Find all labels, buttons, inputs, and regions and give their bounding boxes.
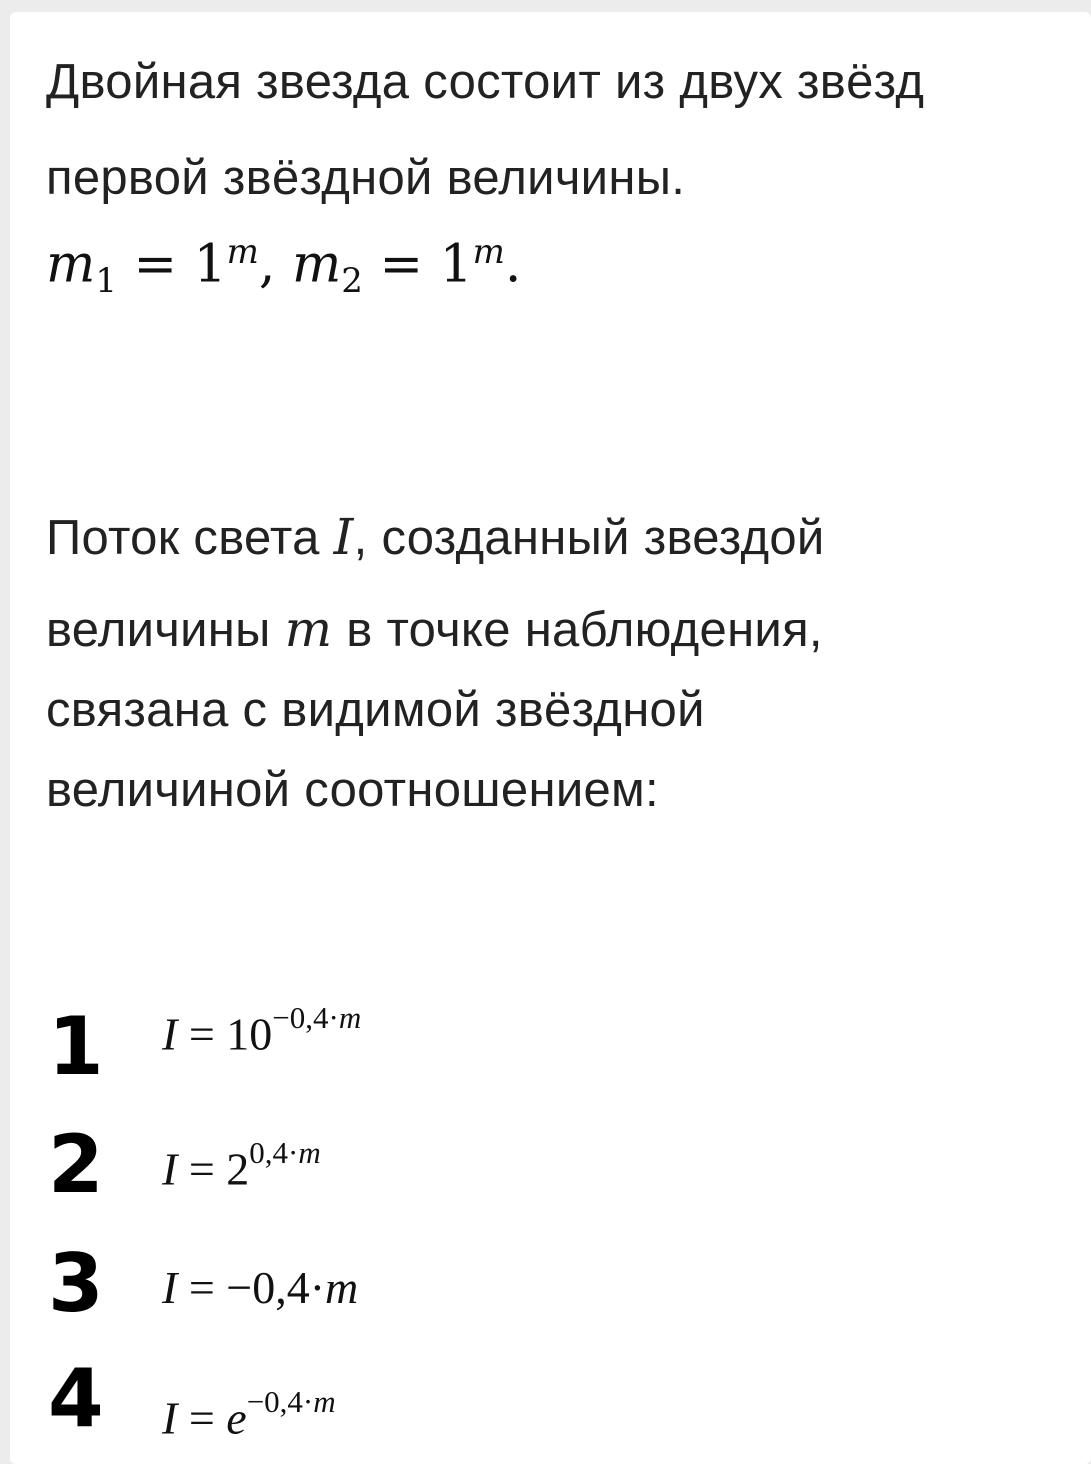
option-4-exponent bbox=[247, 1384, 336, 1419]
formula-eq2: = 1 bbox=[362, 234, 473, 295]
option-2-number[interactable]: 2 bbox=[48, 1118, 104, 1211]
option-2-exp-pre: 0,4· bbox=[249, 1135, 299, 1170]
option-1-eq: = 10 bbox=[177, 1008, 273, 1060]
paragraph2-line1 bbox=[46, 508, 825, 566]
formula-sub2: 2 bbox=[341, 260, 363, 301]
option-4-number[interactable]: 4 bbox=[48, 1352, 104, 1445]
formula-m1: m bbox=[46, 234, 96, 295]
option-4-exp-var: m bbox=[313, 1384, 336, 1419]
formula-end: . bbox=[504, 234, 522, 295]
paragraph1-line2: первой звёздной величины. bbox=[46, 151, 686, 205]
formula-sup1: m bbox=[226, 232, 259, 272]
formula-sup2: m bbox=[472, 232, 505, 272]
paragraph1-line1: Двойная звезда состоит из двух звёзд bbox=[46, 55, 925, 109]
option-4-lhs: I bbox=[162, 1392, 178, 1444]
option-2-exponent bbox=[249, 1135, 320, 1170]
p2-line1-post: , созданный звездой bbox=[353, 511, 825, 565]
option-1-lhs: I bbox=[162, 1008, 178, 1060]
var-I: I bbox=[333, 508, 354, 566]
option-1-exp-var: m bbox=[338, 1000, 362, 1035]
option-3-number[interactable]: 3 bbox=[48, 1237, 104, 1330]
paragraph2-line2 bbox=[46, 600, 823, 658]
p2-line2-pre: величины bbox=[46, 603, 285, 657]
option-1-formula[interactable] bbox=[162, 1002, 361, 1058]
formula-sub1: 1 bbox=[95, 260, 117, 301]
option-1-exp-pre: −0,4· bbox=[272, 1000, 339, 1035]
option-2-eq: = 2 bbox=[177, 1143, 250, 1195]
p2-line1-pre: Поток света bbox=[46, 511, 334, 565]
option-4-base: e bbox=[226, 1392, 247, 1444]
option-4-exp-pre: −0,4· bbox=[246, 1384, 314, 1419]
paragraph2-line3: связана с видимой звёздной bbox=[46, 683, 705, 737]
option-2-lhs: I bbox=[162, 1143, 178, 1195]
content-card bbox=[10, 12, 1091, 1464]
magnitude-formula bbox=[46, 232, 521, 301]
option-1-exponent bbox=[272, 1000, 361, 1035]
formula-comma: , bbox=[258, 234, 292, 295]
option-4-formula[interactable] bbox=[162, 1386, 336, 1442]
p2-line2-post: в точке наблюдения, bbox=[332, 603, 823, 657]
paragraph2-line4: величиной соотношением: bbox=[46, 763, 659, 817]
option-3-lhs: I bbox=[162, 1262, 178, 1313]
var-m: m bbox=[284, 600, 333, 658]
option-2-formula[interactable] bbox=[162, 1137, 321, 1193]
option-2-exp-var: m bbox=[298, 1135, 321, 1170]
option-1-number[interactable]: 1 bbox=[48, 1000, 104, 1093]
option-3-var: m bbox=[325, 1262, 359, 1313]
option-3-eq: = −0,4· bbox=[177, 1262, 326, 1313]
formula-m2: m bbox=[291, 234, 342, 295]
option-3-formula[interactable] bbox=[162, 1262, 359, 1313]
option-4-eq: = bbox=[177, 1392, 227, 1444]
formula-eq1: = 1 bbox=[116, 234, 227, 295]
